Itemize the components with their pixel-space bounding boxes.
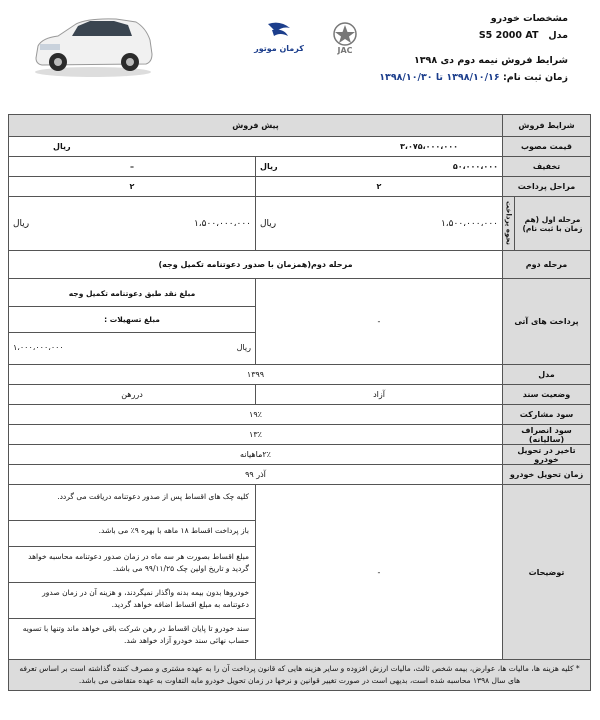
delay-value: ۲٪ماهیانه [9,445,503,465]
table-row [9,465,591,485]
table-row [9,485,591,660]
notes-label: توضیحات [503,485,591,660]
car-image [28,8,158,80]
sale-conditions-label: شرایط فروش [503,115,591,137]
header [0,0,600,110]
registration-label: زمان ثبت نام: [502,72,568,83]
annual-value: ۱۳٪ [9,425,503,445]
footer-note: * کلیه هزینه ها، مالیات ها، عوارض، بیمه شخص ثالث، مالیات ارزش افزوده و سایر هزینه هایی که قانون پرداخت آن را به عهده مشتری و مصرف کننده گذاشته است بر اساس تعرفه های سال ۱۳۹۸ محاسبه شده است، بدیهی است در صورت تغییر قوانین و نرخها در زمان تحویل خودرو مابه التفاوت به عهده متقاضی می باشد. [9,660,591,691]
table-row [9,251,591,279]
note-item: خودروها بدون بیمه بدنه واگذار نمیگردند، و هزینه آن در زمان صدور دعوتنامه به مبلغ اقساط اضافه خواهد گردید. [9,583,255,619]
first-stage-cell-1 [256,197,503,251]
delivery-label: زمان تحویل خودرو [503,465,591,485]
note-item: سند خودرو تا پایان اقساط در رهن شرکت باقی خواهد ماند وتنها با تسویه حساب نهائی سند خودرو آزاد خواهد شد. [22,624,249,645]
table-row [9,157,591,177]
sale-block [379,52,568,86]
approved-price-currency: ریال [53,142,71,151]
sale-title: شرایط فروش نیمه دوم دی ۱۳۹۸ [413,55,568,66]
future-payments-label: پرداخت های آتی [503,279,591,365]
model-row-value: ۱۳۹۹ [9,365,503,385]
registration-line [379,69,568,86]
annual-label: سود انصراف (سالیانه) [503,425,591,445]
spec-block [479,10,568,44]
delivery-value: آذر ۹۹ [9,465,503,485]
note-item: مبلغ اقساط بصورت هر سه ماه در زمان صدور دعوتنامه محاسبه خواهد گردید و تاریخ اولین چک ۹۹/۱۱/۲۵ می باشد. [9,547,255,583]
doc-status-1: آزاد [256,385,503,405]
first-stage-value-1: ۱،۵۰۰،۰۰۰،۰۰۰ [440,218,498,229]
table-row [9,405,591,425]
future-box-1: مبلغ نقد طبق دعوتنامه تکمیل وجه [9,281,255,307]
partnership-value: ۱۹٪ [9,405,503,425]
table-row [9,660,591,691]
first-stage-cell-2 [9,197,256,251]
payment-method-side-label: نحوه پرداخت [503,197,515,251]
second-stage-value: مرحله دوم(همزمان با صدور دعوتنامه تکمیل وجه) [9,251,503,279]
partnership-label: سود مشارکت [503,405,591,425]
future-payments-cell-2 [9,279,256,365]
sale-conditions-table [8,114,591,691]
registration-value: ۱۳۹۸/۱۰/۱۶ تا ۱۳۹۸/۱۰/۳۰ [379,72,500,83]
discount-cell-1 [256,157,503,177]
table-row [9,445,591,465]
discount-value-2: – [9,157,256,177]
approved-price-value: ۳،۰۷۵،۰۰۰،۰۰۰ [400,142,458,151]
model-line [479,27,568,44]
note-item: کلیه چک های اقساط پس از صدور دعوتنامه دریافت می گردد. [9,487,255,521]
payment-stages-1: ۲ [256,177,503,197]
future-payments-value-1: - [256,279,503,365]
model-label: مدل [548,30,568,41]
table-row [9,365,591,385]
model-value: S5 2000 AT [478,30,539,41]
doc-status-label: وضعیت سند [503,385,591,405]
notes-cell [9,485,256,660]
delay-label: تاخیر در تحویل خودرو [503,445,591,465]
first-stage-label: مرحله اول (هم زمان با ثبت نام) [515,197,591,251]
sale-conditions-value: پیش فروش [9,115,503,137]
table-row [9,385,591,405]
payment-stages-2: ۲ [9,177,256,197]
jac-logo [316,20,374,56]
discount-label: تخفیف [503,157,591,177]
doc-status-2: دررهن [9,385,256,405]
table-row [9,425,591,445]
jac-star-icon [316,20,374,56]
discount-value-1: ۵۰،۰۰۰،۰۰۰ [452,162,498,171]
discount-currency-1: ریال [260,162,278,171]
approved-price-cell [9,137,503,157]
table-row [9,115,591,137]
approved-price-label: قیمت مصوب [503,137,591,157]
payment-stages-label: مراحل پرداخت [503,177,591,197]
jac-logo-text: JAC [337,46,353,55]
future-amount-row [9,333,255,363]
future-amount: ۱،۰۰۰،۰۰۰،۰۰۰ [13,343,64,352]
table-row [9,137,591,157]
note-item: باز پرداخت اقساط ۱۸ ماهه با بهره ۹٪ می باشد. [9,521,255,547]
first-stage-currency-1: ریال [260,218,277,229]
table-row [9,177,591,197]
notes-value-1: - [256,485,503,660]
kerman-motor-logo [250,20,308,56]
table-row [9,197,591,251]
future-currency: ریال [236,343,251,352]
future-box-2: مبلغ تسهیلات : [9,307,255,333]
first-stage-value-2: ۱،۵۰۰،۰۰۰،۰۰۰ [193,218,251,229]
second-stage-label: مرحله دوم [503,251,591,279]
model-row-label: مدل [503,365,591,385]
kerman-logo-icon [250,20,308,56]
spec-title: مشخصات خودرو [490,13,568,24]
kerman-logo-text: کرمان موتور [254,44,304,53]
table-row [9,279,591,365]
first-stage-currency-2: ریال [13,218,30,229]
notes-list [9,485,255,659]
